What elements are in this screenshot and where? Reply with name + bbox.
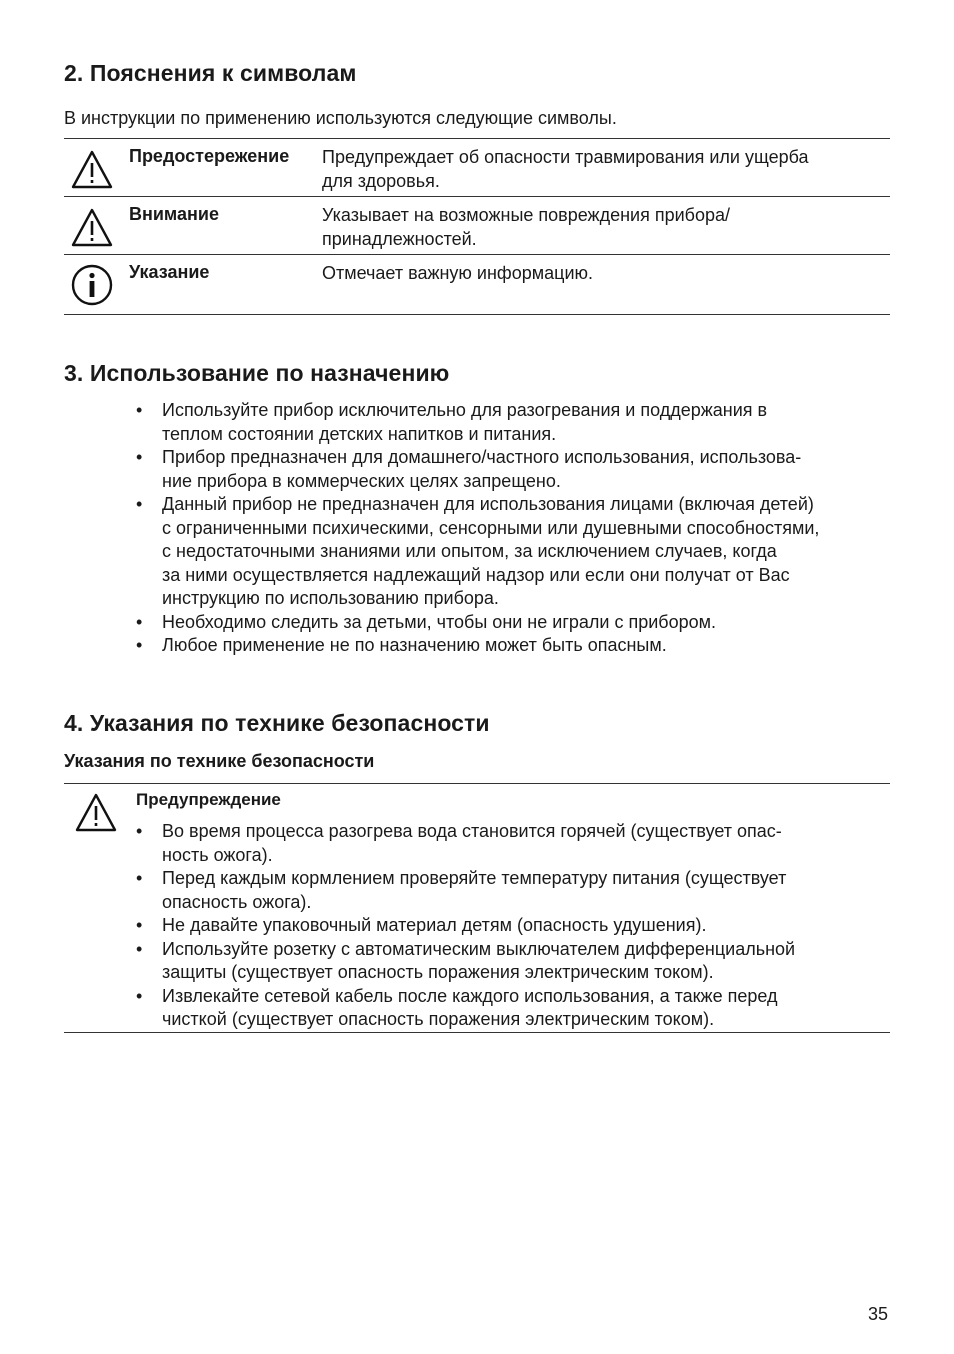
list-item <box>64 914 874 938</box>
symbol-row-attention <box>64 197 890 255</box>
list-item <box>64 611 894 635</box>
list-item <box>64 634 894 658</box>
list-item-line: за ними осуществляется надлежащий надзор или если они получат от Вас <box>162 564 790 585</box>
section-2-intro: В инструкции по применению используются следующие символы. <box>64 108 617 128</box>
section-3-bullet-list <box>64 399 894 658</box>
list-item-line: чисткой (существует опасность поражения электрическим током). <box>162 1009 715 1029</box>
symbol-description-line: принадлежностей. <box>322 229 477 249</box>
list-item-line: ние прибора в коммерческих целях запрещено. <box>162 470 561 491</box>
symbol-term: Внимание <box>129 204 219 224</box>
list-item <box>64 867 874 914</box>
section-2-heading: 2. Пояснения к символам <box>64 60 357 86</box>
symbol-description-line: для здоровья. <box>322 171 440 191</box>
list-item-line: • Необходимо следить за детьми, чтобы они не играли с прибором. <box>162 611 716 632</box>
list-item-line: с ограниченными психическими, сенсорными или душевными способностями, <box>162 517 820 538</box>
list-item <box>64 446 894 493</box>
symbols-table <box>64 138 890 315</box>
warning-triangle-icon <box>70 147 114 191</box>
list-item <box>64 399 894 446</box>
section-4-heading: 4. Указания по технике безопасности <box>64 710 490 736</box>
symbol-description <box>322 261 882 285</box>
list-item-line: • Перед каждым кормлением проверяйте температуру питания (существует <box>162 868 787 888</box>
symbol-description-line: Отмечает важную информацию. <box>322 263 594 283</box>
list-item-line: опасность ожога). <box>162 891 312 912</box>
list-item-line: • Используйте розетку с автоматическим выключателем дифференциальной <box>162 938 796 959</box>
symbol-term: Указание <box>129 262 210 282</box>
list-item-line: • Используйте прибор исключительно для разогревания и поддержания в <box>162 400 768 420</box>
symbol-description-line: Предупреждает об опасности травмирования или ущерба <box>322 147 809 167</box>
list-item-line: ность ожога). <box>162 844 273 865</box>
page-number: 35 <box>868 1304 889 1324</box>
symbol-description <box>322 145 882 193</box>
symbol-description <box>322 203 882 251</box>
symbol-row-caution <box>64 139 890 197</box>
list-item <box>64 820 874 867</box>
symbol-term: Предостережение <box>129 146 290 166</box>
symbol-row-note <box>64 255 890 314</box>
list-item-line: защиты (существует опасность поражения электрическим током). <box>162 962 714 982</box>
list-item-line: • Данный прибор не предназначен для использования лицами (включая детей) <box>162 494 814 514</box>
info-icon <box>70 263 114 307</box>
list-item-line: • Любое применение не по назначению может быть опасным. <box>162 635 667 655</box>
list-item-line: инструкцию по использованию прибора. <box>162 588 499 608</box>
warning-triangle-icon <box>70 205 114 249</box>
list-item <box>64 493 894 611</box>
safety-bullet-list <box>64 820 874 1032</box>
list-item <box>64 938 874 985</box>
section-3-heading: 3. Использование по назначению <box>64 360 450 386</box>
safety-warning-box <box>64 783 890 1033</box>
list-item-line: • Не давайте упаковочный материал детям (опасность удушения). <box>162 915 707 935</box>
list-item-line: • Прибор предназначен для домашнего/частного использования, использова- <box>162 447 802 467</box>
symbol-description-line: Указывает на возможные повреждения прибора/ <box>322 205 731 225</box>
list-item-line: теплом состоянии детских напитков и питания. <box>162 423 557 444</box>
warning-title: Предупреждение <box>136 790 281 809</box>
list-item-line: • Во время процесса разогрева вода становится горячей (существует опас- <box>162 821 782 841</box>
section-4-subheading: Указания по технике безопасности <box>64 751 375 771</box>
list-item-line: • Извлекайте сетевой кабель после каждого использования, а также перед <box>162 985 778 1006</box>
list-item-line: с недостаточными знаниями или опытом, за исключением случаев, когда <box>162 541 777 561</box>
list-item <box>64 985 874 1032</box>
